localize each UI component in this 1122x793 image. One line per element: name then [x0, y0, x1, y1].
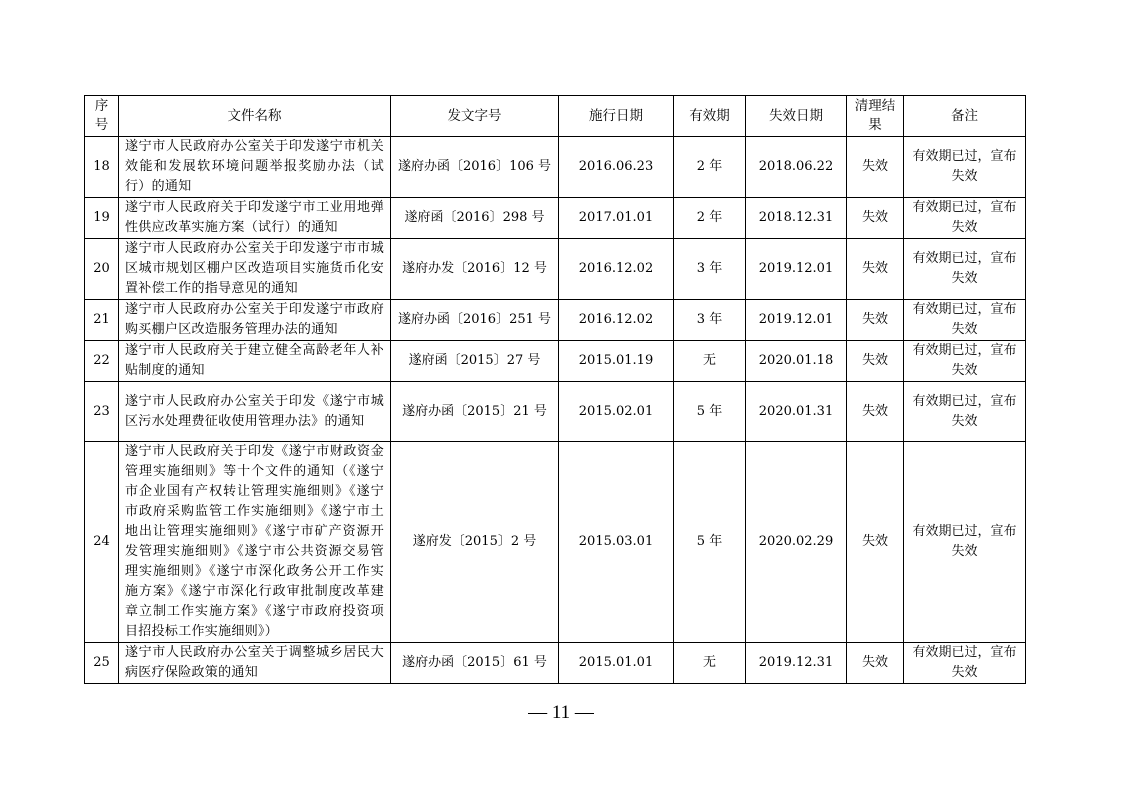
- cell-result: 失效: [847, 382, 904, 442]
- cell-expire-date: 2020.02.29: [746, 442, 847, 643]
- table-row: [85, 643, 1026, 684]
- cell-result: 失效: [847, 341, 904, 382]
- cell-seq: 24: [85, 442, 119, 643]
- cell-seq: 19: [85, 198, 119, 239]
- cell-result: 失效: [847, 239, 904, 300]
- cell-result: 失效: [847, 643, 904, 684]
- cell-note: 有效期已过，宣布失效: [904, 382, 1026, 442]
- cell-doc-no: 遂府函〔2015〕27 号: [391, 341, 559, 382]
- cell-result: 失效: [847, 300, 904, 341]
- cell-name: 遂宁市人民政府办公室关于印发《遂宁市城区污水处理费征收使用管理办法》的通知: [119, 382, 391, 442]
- header-expire-date: 失效日期: [746, 96, 847, 137]
- table-row: [85, 198, 1026, 239]
- cell-start-date: 2015.01.19: [559, 341, 674, 382]
- cell-start-date: 2015.01.01: [559, 643, 674, 684]
- cell-doc-no: 遂府办发〔2016〕12 号: [391, 239, 559, 300]
- cell-name: 遂宁市人民政府办公室关于印发遂宁市机关效能和发展软环境问题举报奖励办法（试行）的通知: [119, 137, 391, 198]
- cell-validity: 2 年: [674, 198, 746, 239]
- cell-note: 有效期已过，宣布失效: [904, 198, 1026, 239]
- cell-expire-date: 2019.12.01: [746, 239, 847, 300]
- header-validity: 有效期: [674, 96, 746, 137]
- cell-doc-no: 遂府办函〔2016〕106 号: [391, 137, 559, 198]
- table-row: [85, 137, 1026, 198]
- cell-seq: 25: [85, 643, 119, 684]
- cell-result: 失效: [847, 137, 904, 198]
- cell-name: 遂宁市人民政府办公室关于调整城乡居民大病医疗保险政策的通知: [119, 643, 391, 684]
- cell-expire-date: 2019.12.01: [746, 300, 847, 341]
- cell-validity: 3 年: [674, 300, 746, 341]
- cell-validity: 无: [674, 643, 746, 684]
- cell-name: 遂宁市人民政府办公室关于印发遂宁市市城区城市规划区棚户区改造项目实施货币化安置补偿工作的指导意见的通知: [119, 239, 391, 300]
- document-table: [84, 95, 1026, 684]
- cell-name: 遂宁市人民政府关于印发《遂宁市财政资金管理实施细则》等十个文件的通知（《遂宁市企业国有产权转让管理实施细则》《遂宁市政府采购监管工作实施细则》《遂宁市土地出让管理实施细则》《遂宁市矿产资源开发管理实施细则》《遂宁市公共资源交易管理实施细则》《遂宁市深化政务公开工作实施方案》《遂宁市深化行政审批制度改革建章立制工作实施方案》《遂宁市政府投资项目招投标工作实施细则》）: [119, 442, 391, 643]
- cell-seq: 21: [85, 300, 119, 341]
- cell-doc-no: 遂府函〔2016〕298 号: [391, 198, 559, 239]
- header-name: 文件名称: [119, 96, 391, 137]
- cell-result: 失效: [847, 198, 904, 239]
- header-doc-no: 发文字号: [391, 96, 559, 137]
- cell-expire-date: 2018.06.22: [746, 137, 847, 198]
- cell-expire-date: 2020.01.18: [746, 341, 847, 382]
- cell-start-date: 2015.02.01: [559, 382, 674, 442]
- cell-validity: 5 年: [674, 442, 746, 643]
- cell-doc-no: 遂府发〔2015〕2 号: [391, 442, 559, 643]
- table-row: [85, 382, 1026, 442]
- cell-validity: 无: [674, 341, 746, 382]
- table-body: [85, 137, 1026, 684]
- cell-doc-no: 遂府办函〔2016〕251 号: [391, 300, 559, 341]
- cell-note: 有效期已过，宣布失效: [904, 643, 1026, 684]
- cell-doc-no: 遂府办函〔2015〕61 号: [391, 643, 559, 684]
- cell-result: 失效: [847, 442, 904, 643]
- cell-name: 遂宁市人民政府关于印发遂宁市工业用地弹性供应改革实施方案（试行）的通知: [119, 198, 391, 239]
- cell-validity: 2 年: [674, 137, 746, 198]
- cell-start-date: 2016.06.23: [559, 137, 674, 198]
- cell-start-date: 2015.03.01: [559, 442, 674, 643]
- page-number: — 11 —: [528, 702, 594, 723]
- cell-validity: 3 年: [674, 239, 746, 300]
- cell-start-date: 2016.12.02: [559, 300, 674, 341]
- table-row: [85, 341, 1026, 382]
- cell-note: 有效期已过，宣布失效: [904, 442, 1026, 643]
- cell-name: 遂宁市人民政府办公室关于印发遂宁市政府购买棚户区改造服务管理办法的通知: [119, 300, 391, 341]
- cell-expire-date: 2020.01.31: [746, 382, 847, 442]
- cell-note: 有效期已过，宣布失效: [904, 300, 1026, 341]
- cell-note: 有效期已过，宣布失效: [904, 239, 1026, 300]
- table-row: [85, 239, 1026, 300]
- cell-name: 遂宁市人民政府关于建立健全高龄老年人补贴制度的通知: [119, 341, 391, 382]
- cell-doc-no: 遂府办函〔2015〕21 号: [391, 382, 559, 442]
- cell-expire-date: 2018.12.31: [746, 198, 847, 239]
- table-row: [85, 300, 1026, 341]
- header-start-date: 施行日期: [559, 96, 674, 137]
- cell-start-date: 2016.12.02: [559, 239, 674, 300]
- cell-note: 有效期已过，宣布失效: [904, 341, 1026, 382]
- cell-seq: 22: [85, 341, 119, 382]
- cell-note: 有效期已过，宣布失效: [904, 137, 1026, 198]
- cell-validity: 5 年: [674, 382, 746, 442]
- header-seq: 序号: [85, 96, 119, 137]
- table-row: [85, 442, 1026, 643]
- cell-seq: 20: [85, 239, 119, 300]
- cell-seq: 18: [85, 137, 119, 198]
- cell-seq: 23: [85, 382, 119, 442]
- table-header-row: [85, 96, 1026, 137]
- header-result: 清理结果: [847, 96, 904, 137]
- header-note: 备注: [904, 96, 1026, 137]
- cell-expire-date: 2019.12.31: [746, 643, 847, 684]
- cell-start-date: 2017.01.01: [559, 198, 674, 239]
